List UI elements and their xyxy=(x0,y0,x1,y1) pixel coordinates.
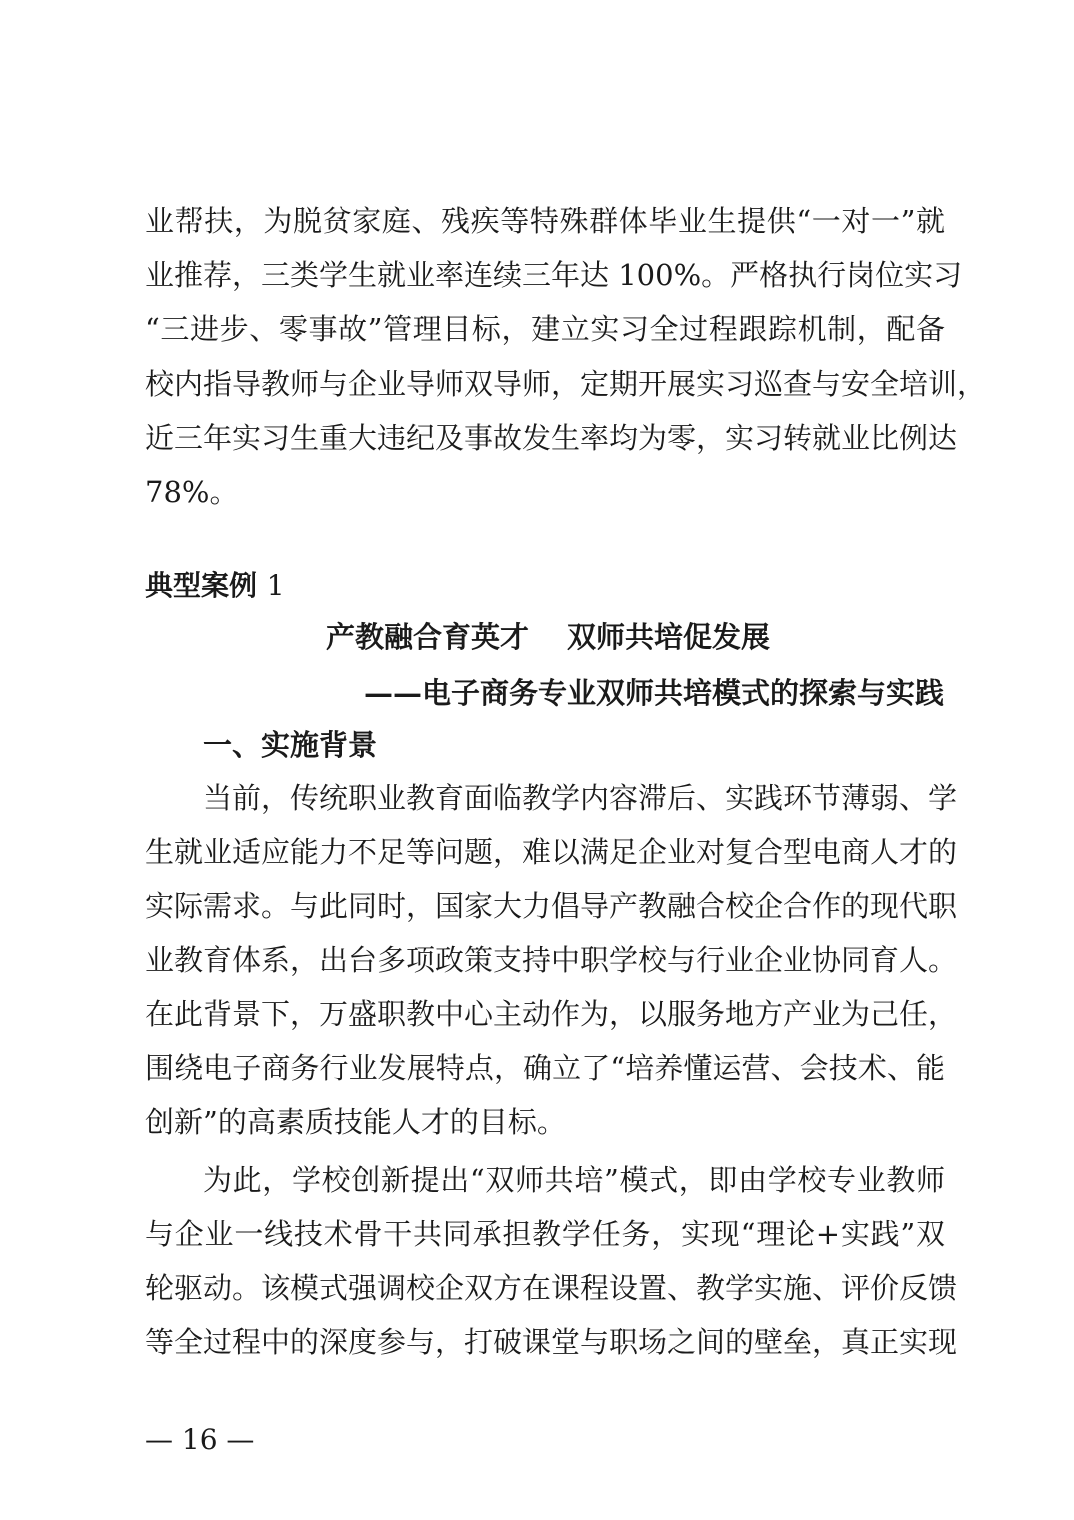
case-subtitle: ——电子商务专业双师共培模式的探索与实践 xyxy=(363,676,944,710)
paragraph-line: 创新”的高素质技能人才的目标。 xyxy=(145,1105,566,1139)
case-title xyxy=(326,617,770,657)
case-number: 1 xyxy=(266,569,285,602)
intro-line: 业帮扶，为脱贫家庭、残疾等特殊群体毕业生提供“一对一”就 xyxy=(145,204,945,238)
intro-line: 校内指导教师与企业导师双导师，定期开展实习巡查与安全培训， xyxy=(145,367,987,401)
page-number: — 16 — xyxy=(145,1423,255,1456)
paragraph-line: 当前，传统职业教育面临教学内容滞后、实践环节薄弱、学 xyxy=(203,781,958,815)
intro-line: 78%。 xyxy=(145,475,239,509)
case-title-part2: 双师共培促发展 xyxy=(567,620,771,654)
paragraph-line: 实际需求。与此同时，国家大力倡导产教融合校企合作的现代职 xyxy=(145,889,958,923)
case-label-text: 典型案例 xyxy=(145,569,258,602)
paragraph-line: 为此，学校创新提出“双师共培”模式，即由学校专业教师 xyxy=(203,1163,945,1197)
paragraph-line: 在此背景下，万盛职教中心主动作为，以服务地方产业为己任， xyxy=(145,997,958,1031)
intro-line: 业推荐，三类学生就业率连续三年达 100%。严格执行岗位实习 xyxy=(145,258,963,292)
paragraph-line: 生就业适应能力不足等问题，难以满足企业对复合型电商人才的 xyxy=(145,835,958,869)
paragraph-line: 与企业一线技术骨干共同承担教学任务，实现“理论+实践”双 xyxy=(145,1217,945,1251)
intro-line: “三进步、零事故”管理目标，建立实习全过程跟踪机制，配备 xyxy=(145,312,945,346)
section-heading: 一、实施背景 xyxy=(203,728,378,762)
case-label xyxy=(145,566,285,606)
case-title-part1: 产教融合育英才 xyxy=(326,620,530,654)
paragraph-line: 围绕电子商务行业发展特点，确立了“培养懂运营、会技术、能 xyxy=(145,1051,945,1085)
paragraph-line: 轮驱动。该模式强调校企双方在课程设置、教学实施、评价反馈 xyxy=(145,1271,958,1305)
paragraph-line: 业教育体系，出台多项政策支持中职学校与行业企业协同育人。 xyxy=(145,943,958,977)
paragraph-line: 等全过程中的深度参与，打破课堂与职场之间的壁垒，真正实现 xyxy=(145,1325,958,1359)
intro-line: 近三年实习生重大违纪及事故发生率均为零，实习转就业比例达 xyxy=(145,421,958,455)
